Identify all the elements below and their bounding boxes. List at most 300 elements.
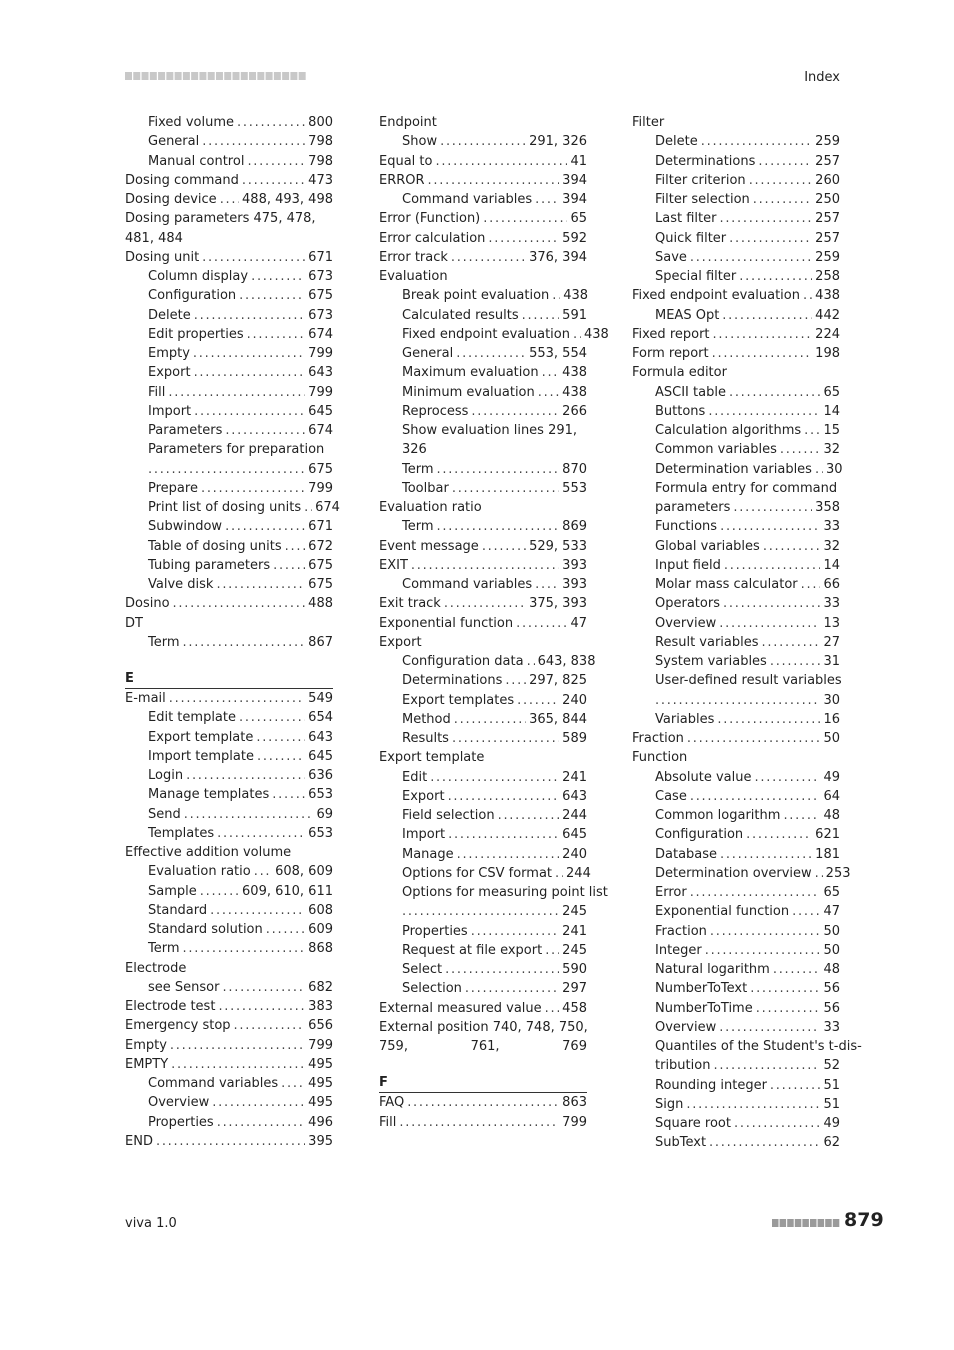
index-term: Valve disk bbox=[148, 577, 214, 592]
index-term: General bbox=[148, 134, 200, 150]
index-term: Functions bbox=[655, 519, 718, 535]
index-term: Exit track bbox=[379, 596, 441, 612]
index-term: Exponential function bbox=[379, 615, 514, 631]
index-page-ref: 636 bbox=[308, 768, 333, 783]
index-entry bbox=[125, 1036, 333, 1055]
dot-leader bbox=[437, 460, 560, 479]
dot-leader bbox=[758, 152, 812, 171]
index-term: Command variables bbox=[148, 1076, 279, 1091]
index-subentry bbox=[379, 922, 587, 941]
index-page-ref: 47 bbox=[823, 904, 840, 920]
index-subentry bbox=[379, 575, 587, 594]
index-term: External measured value bbox=[379, 1000, 542, 1016]
index-term: Natural logarithm bbox=[655, 962, 770, 977]
index-page-ref: 589 bbox=[562, 731, 587, 746]
index-entry bbox=[379, 1037, 587, 1056]
index-subentry bbox=[125, 267, 333, 286]
dot-leader bbox=[705, 941, 821, 960]
index-page-ref: 258 bbox=[815, 269, 840, 284]
dot-leader bbox=[304, 498, 312, 517]
index-term: Exponential function bbox=[655, 904, 790, 920]
index-page-ref: 674 bbox=[315, 500, 340, 515]
index-subentry bbox=[125, 978, 333, 997]
dot-leader bbox=[573, 325, 581, 344]
index-page-ref: 438 bbox=[815, 288, 840, 304]
index-entry bbox=[379, 209, 587, 228]
index-page-ref: 65 bbox=[823, 885, 840, 900]
index-subentry bbox=[632, 922, 840, 941]
index-term: Properties bbox=[402, 923, 468, 939]
dot-leader bbox=[690, 883, 821, 902]
dot-leader bbox=[770, 1076, 821, 1095]
index-term: Fraction bbox=[632, 731, 684, 746]
dot-leader bbox=[448, 787, 560, 806]
dot-leader bbox=[783, 806, 820, 825]
index-term: Results bbox=[402, 731, 449, 746]
index-term: Options for CSV format bbox=[402, 865, 553, 881]
dot-leader bbox=[713, 325, 813, 344]
index-entry bbox=[379, 614, 587, 633]
index-term: Manage templates bbox=[148, 787, 270, 803]
index-subentry bbox=[125, 575, 333, 594]
index-page-ref: 643, 838 bbox=[537, 654, 596, 669]
dot-leader bbox=[210, 901, 305, 920]
index-page-ref: 529, 533 bbox=[529, 538, 587, 554]
index-term: Manual control bbox=[148, 153, 245, 169]
index-term: Configuration bbox=[148, 288, 237, 304]
index-term: Dosing parameters 475, 478, 481, 484 bbox=[125, 211, 316, 246]
dot-leader bbox=[256, 728, 305, 747]
dot-leader bbox=[753, 190, 812, 209]
index-term: Export templates bbox=[402, 692, 515, 708]
index-term: Formula entry for command bbox=[655, 480, 838, 496]
dot-leader bbox=[719, 209, 812, 228]
dot-leader bbox=[457, 845, 560, 864]
index-entry bbox=[379, 594, 587, 613]
index-subentry bbox=[125, 824, 333, 843]
index-subentry bbox=[632, 132, 840, 151]
index-page-ref: 863 bbox=[562, 1095, 587, 1111]
index-entry bbox=[379, 537, 587, 556]
index-term: General bbox=[402, 346, 454, 361]
index-term: Empty bbox=[148, 346, 190, 361]
dot-leader bbox=[538, 383, 559, 402]
dot-leader bbox=[239, 286, 305, 305]
index-subentry bbox=[125, 479, 333, 498]
index-page-ref: 643 bbox=[308, 365, 333, 381]
index-term: Determination overview bbox=[655, 865, 812, 881]
index-subentry bbox=[125, 805, 333, 824]
index-term: Evaluation ratio bbox=[148, 864, 251, 880]
index-term: Properties bbox=[148, 1114, 214, 1130]
index-term: Delete bbox=[655, 134, 698, 150]
dot-leader bbox=[801, 575, 821, 594]
index-term: Save bbox=[655, 249, 687, 265]
dot-leader bbox=[724, 556, 821, 575]
index-subentry bbox=[125, 440, 333, 459]
dot-leader bbox=[719, 614, 820, 633]
index-page-ref: 675 bbox=[308, 461, 333, 477]
index-subentry bbox=[632, 960, 840, 979]
index-entry bbox=[379, 999, 587, 1018]
index-page-ref: 674 bbox=[308, 326, 333, 342]
index-subentry bbox=[379, 479, 587, 498]
index-subentry bbox=[632, 787, 840, 806]
dot-leader bbox=[266, 920, 305, 939]
index-term: Error (Function) bbox=[379, 211, 481, 227]
index-term: Input field bbox=[655, 557, 721, 573]
index-subentry bbox=[632, 710, 840, 729]
index-page-ref: 438 bbox=[562, 384, 587, 400]
index-page-ref: 259 bbox=[815, 134, 840, 150]
index-column-2 bbox=[379, 113, 609, 1132]
index-subentry bbox=[632, 845, 840, 864]
index-page-ref: 675 bbox=[308, 577, 333, 592]
index-term: Operators bbox=[655, 596, 720, 612]
index-term: Determination variables bbox=[655, 461, 812, 477]
index-term: Term bbox=[148, 941, 180, 957]
index-subentry bbox=[125, 785, 333, 804]
index-subentry bbox=[379, 845, 587, 864]
dot-leader bbox=[281, 1074, 305, 1093]
index-subentry bbox=[632, 248, 840, 267]
index-subentry bbox=[379, 960, 587, 979]
index-entry bbox=[125, 843, 333, 862]
index-page-ref: 870 bbox=[562, 461, 587, 477]
dot-leader bbox=[239, 708, 305, 727]
index-page-ref: 867 bbox=[308, 634, 333, 650]
decoration-square bbox=[142, 72, 149, 80]
index-subentry bbox=[632, 1018, 840, 1037]
index-page-ref: 13 bbox=[823, 615, 840, 631]
index-term: Empty bbox=[125, 1037, 167, 1053]
dot-leader bbox=[430, 768, 559, 787]
decoration-square bbox=[299, 72, 306, 80]
decoration-square bbox=[150, 72, 157, 80]
index-subentry bbox=[125, 766, 333, 785]
index-page-ref: 62 bbox=[823, 1135, 840, 1151]
index-page-ref: 488 bbox=[308, 596, 333, 612]
index-subentry bbox=[632, 402, 840, 421]
index-term: Function bbox=[632, 750, 688, 766]
index-term: External position 740, 748, 750, bbox=[379, 1019, 588, 1035]
dot-leader bbox=[437, 517, 560, 536]
index-term: Parameters for preparation bbox=[148, 442, 325, 458]
index-entry bbox=[632, 729, 840, 748]
index-page-ref: 495 bbox=[308, 1095, 333, 1111]
index-term: NumberToText bbox=[655, 981, 748, 997]
index-term: Subwindow bbox=[148, 519, 223, 535]
index-term: Endpoint bbox=[379, 115, 437, 130]
index-term: Fill bbox=[148, 384, 166, 400]
index-page-ref: 769 bbox=[562, 1039, 587, 1054]
index-term: Evaluation ratio bbox=[379, 500, 482, 515]
index-subentry bbox=[632, 517, 840, 536]
index-term: Prepare bbox=[148, 480, 198, 496]
index-subentry bbox=[632, 671, 840, 690]
dot-leader bbox=[754, 768, 820, 787]
index-page-ref: 645 bbox=[562, 827, 587, 843]
decoration-square bbox=[166, 72, 173, 80]
index-term: Standard solution bbox=[148, 922, 263, 937]
index-term: Selection bbox=[402, 981, 462, 997]
index-page-ref: 673 bbox=[308, 269, 333, 284]
index-term: Export bbox=[148, 365, 191, 381]
dot-leader bbox=[445, 960, 559, 979]
index-term: Buttons bbox=[655, 403, 706, 419]
index-subentry bbox=[379, 190, 587, 209]
index-term: Print list of dosing units bbox=[148, 500, 302, 515]
index-page-ref: 799 bbox=[308, 384, 333, 400]
index-entry bbox=[379, 1113, 587, 1132]
index-entry bbox=[379, 229, 587, 248]
dot-leader bbox=[257, 747, 305, 766]
index-subentry bbox=[379, 729, 587, 748]
index-subentry bbox=[125, 306, 333, 325]
dot-leader bbox=[407, 1093, 559, 1112]
index-page-ref: 800 bbox=[308, 115, 333, 130]
index-subentry bbox=[632, 190, 840, 209]
index-subentry bbox=[379, 517, 587, 536]
index-term: Term bbox=[148, 634, 180, 650]
index-term: Break point evaluation bbox=[402, 288, 550, 304]
index-term: Standard bbox=[148, 902, 208, 918]
dot-leader bbox=[545, 941, 559, 960]
dot-leader bbox=[708, 402, 820, 421]
index-term: Dosino bbox=[125, 596, 170, 612]
dot-leader bbox=[723, 594, 820, 613]
index-term: Global variables bbox=[655, 538, 760, 554]
index-subentry bbox=[125, 556, 333, 575]
dot-leader bbox=[171, 1055, 305, 1074]
index-entry bbox=[632, 325, 840, 344]
index-page-ref: 376, 394 bbox=[529, 249, 587, 265]
index-term: Delete bbox=[148, 307, 191, 323]
dot-leader bbox=[701, 132, 812, 151]
index-subentry bbox=[125, 537, 333, 556]
index-subentry bbox=[379, 806, 587, 825]
dot-leader bbox=[170, 1036, 305, 1055]
dot-leader bbox=[452, 479, 559, 498]
dot-leader bbox=[212, 1093, 305, 1112]
index-subentry bbox=[379, 344, 587, 363]
index-subentry bbox=[632, 152, 840, 171]
index-subentry bbox=[125, 708, 333, 727]
page-number: 879 bbox=[844, 1209, 884, 1231]
dot-leader bbox=[815, 864, 823, 883]
dot-leader bbox=[402, 902, 559, 921]
index-page-ref: 181 bbox=[815, 846, 840, 862]
dot-leader bbox=[717, 710, 820, 729]
index-term: Emergency stop bbox=[125, 1018, 231, 1034]
dot-leader bbox=[156, 1132, 305, 1151]
index-subentry bbox=[632, 1056, 840, 1075]
index-page-ref: 656 bbox=[308, 1018, 333, 1034]
index-page-ref: 198 bbox=[815, 346, 840, 361]
dot-leader bbox=[687, 729, 821, 748]
index-subentry bbox=[632, 883, 840, 902]
dot-leader bbox=[749, 171, 812, 190]
index-page-ref: 495 bbox=[308, 1076, 333, 1091]
index-page-ref: 31 bbox=[823, 654, 840, 669]
index-term: Fixed report bbox=[632, 326, 710, 342]
index-letter-heading: E bbox=[125, 669, 333, 689]
dot-leader bbox=[465, 979, 559, 998]
dot-leader bbox=[750, 979, 820, 998]
decoration-square bbox=[818, 1219, 825, 1227]
index-term: Send bbox=[148, 806, 181, 822]
dot-leader bbox=[516, 614, 567, 633]
index-page-ref: 291, 326 bbox=[529, 134, 587, 150]
index-term: Evaluation bbox=[379, 269, 448, 284]
dot-leader bbox=[535, 190, 559, 209]
dot-leader bbox=[552, 286, 560, 305]
dot-leader bbox=[247, 152, 305, 171]
index-column-3 bbox=[632, 113, 862, 1153]
dot-leader bbox=[690, 248, 812, 267]
index-subentry bbox=[125, 862, 333, 881]
index-page-ref: 257 bbox=[815, 211, 840, 227]
index-subentry bbox=[379, 883, 608, 902]
index-page-ref: 799 bbox=[308, 480, 333, 496]
index-term: ASCII table bbox=[655, 384, 726, 400]
index-term: Filter criterion bbox=[655, 172, 746, 188]
dot-leader bbox=[242, 171, 305, 190]
index-entry bbox=[125, 959, 333, 978]
index-page-ref: 488, 493, 498 bbox=[242, 192, 333, 207]
index-page-ref: 671 bbox=[308, 249, 333, 265]
index-subentry bbox=[379, 421, 587, 460]
index-page-ref: 33 bbox=[823, 1019, 840, 1035]
decoration-square bbox=[833, 1219, 840, 1227]
index-subentry bbox=[125, 939, 333, 958]
index-page-ref: 56 bbox=[823, 981, 840, 997]
index-term: Equal to bbox=[379, 153, 433, 169]
index-term: Absolute value bbox=[655, 769, 752, 785]
index-term: Method bbox=[402, 711, 451, 727]
index-term: Toolbar bbox=[402, 480, 449, 496]
index-term: Square root bbox=[655, 1116, 731, 1131]
index-page-ref: 553 bbox=[562, 480, 587, 496]
index-page-ref: 266 bbox=[562, 403, 587, 419]
dot-leader bbox=[729, 229, 812, 248]
index-subentry bbox=[632, 460, 843, 479]
decoration-square bbox=[825, 1219, 832, 1227]
dot-leader bbox=[411, 556, 559, 575]
index-subentry bbox=[632, 768, 840, 787]
index-term: Fraction bbox=[655, 923, 707, 939]
index-term: Fixed endpoint evaluation bbox=[632, 288, 800, 304]
index-term: Electrode bbox=[125, 960, 187, 976]
dot-leader bbox=[451, 248, 526, 267]
index-entry bbox=[379, 748, 587, 767]
index-page-ref: 250 bbox=[815, 192, 840, 207]
index-page-ref: 799 bbox=[562, 1114, 587, 1130]
running-header-title: Index bbox=[804, 70, 840, 85]
index-term: E-mail bbox=[125, 691, 166, 706]
index-subentry bbox=[125, 402, 333, 421]
index-subentry bbox=[632, 864, 851, 883]
index-subentry bbox=[632, 1133, 840, 1152]
decoration-square bbox=[257, 72, 264, 80]
index-term: Show evaluation lines 291, 326 bbox=[402, 423, 578, 458]
index-term: Dosing device bbox=[125, 192, 217, 207]
index-term: System variables bbox=[655, 654, 767, 669]
index-entry bbox=[632, 363, 840, 382]
index-entry bbox=[379, 113, 587, 132]
index-subentry bbox=[125, 421, 333, 440]
dot-leader bbox=[498, 806, 560, 825]
index-page-ref: 41 bbox=[570, 153, 587, 169]
index-entry bbox=[379, 633, 587, 652]
dot-leader bbox=[713, 1056, 820, 1075]
index-term: Request at file export bbox=[402, 942, 543, 958]
index-page-ref: 643 bbox=[562, 788, 587, 804]
index-page-ref: 442 bbox=[815, 307, 840, 323]
index-page-ref: 27 bbox=[823, 634, 840, 650]
index-page-ref: 33 bbox=[823, 596, 840, 612]
index-term: Effective addition volume bbox=[125, 845, 292, 860]
footer-product: viva 1.0 bbox=[125, 1216, 177, 1231]
index-page-ref: 30 bbox=[823, 692, 840, 708]
index-subentry bbox=[125, 882, 333, 901]
index-subentry bbox=[632, 498, 840, 517]
dot-leader bbox=[517, 691, 559, 710]
index-subentry bbox=[125, 113, 333, 132]
index-term: Term bbox=[402, 519, 434, 535]
index-entry bbox=[125, 171, 333, 190]
index-subentry bbox=[632, 902, 840, 921]
index-page-ref: 240 bbox=[562, 692, 587, 708]
decoration-square bbox=[810, 1219, 817, 1227]
index-page-ref: 672 bbox=[308, 538, 333, 554]
dot-leader bbox=[720, 517, 820, 536]
decoration-square bbox=[125, 72, 132, 80]
index-subentry bbox=[125, 1074, 333, 1093]
index-entry bbox=[379, 556, 587, 575]
index-page-ref: 245 bbox=[562, 942, 587, 958]
decoration-square bbox=[191, 72, 198, 80]
decoration-square bbox=[199, 72, 206, 80]
index-subentry bbox=[632, 979, 840, 998]
index-column-1 bbox=[125, 113, 340, 1151]
index-subentry bbox=[379, 652, 596, 671]
dot-leader bbox=[183, 633, 306, 652]
index-page-ref: 608, 609 bbox=[275, 864, 333, 880]
index-page-ref: 654 bbox=[308, 710, 333, 726]
index-subentry bbox=[125, 498, 340, 517]
index-term: SubText bbox=[655, 1135, 707, 1151]
index-subentry bbox=[632, 229, 840, 248]
index-subentry bbox=[125, 920, 333, 939]
index-page-ref: 50 bbox=[823, 923, 840, 939]
index-subentry bbox=[379, 363, 587, 382]
index-subentry bbox=[125, 460, 333, 479]
index-term: DT bbox=[125, 615, 143, 631]
index-subentry bbox=[125, 1093, 333, 1112]
dot-leader bbox=[527, 652, 535, 671]
index-term: Export bbox=[402, 788, 445, 804]
index-term: NumberToTime bbox=[655, 1000, 753, 1016]
index-subentry bbox=[632, 575, 840, 594]
index-term: Select bbox=[402, 962, 443, 977]
index-page-ref: 14 bbox=[823, 403, 840, 419]
index-term: Show bbox=[402, 134, 438, 150]
index-term: Fixed endpoint evaluation bbox=[402, 326, 570, 342]
index-term: Fill bbox=[379, 1114, 397, 1130]
index-term: MEAS Opt bbox=[655, 307, 720, 323]
index-term: Overview bbox=[655, 1019, 717, 1035]
